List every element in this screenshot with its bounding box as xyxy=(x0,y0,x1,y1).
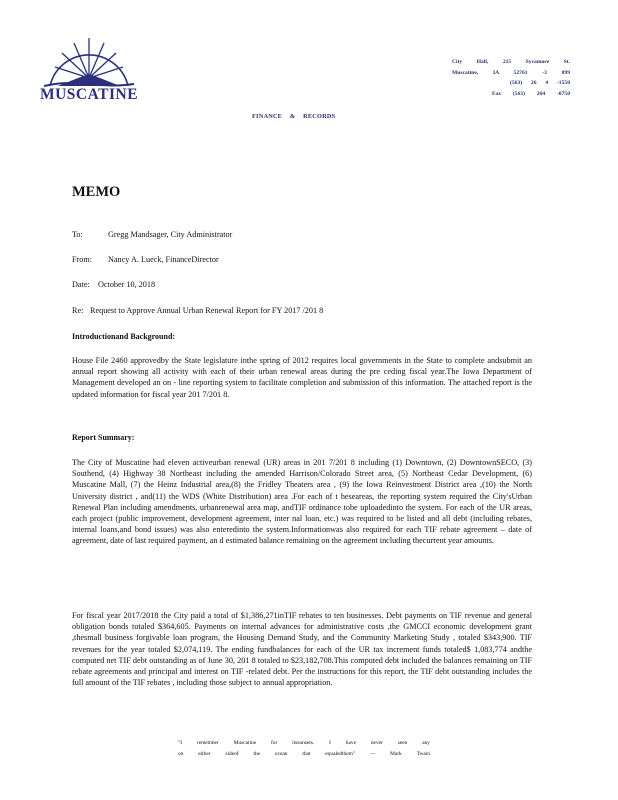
memo-subject xyxy=(72,306,323,315)
city-address xyxy=(452,57,570,99)
summary-paragraph-2: For fiscal year 2017/2018 the City paid a total of $1,386,271inTIF rebates to ten businesses. Debt payments on TIF revenue and general obligation bonds totaled $364,605. Payments on internal advances for administrative costs ,the GMCCI economic development grant ,thesmall business forgivable loan program, the Housing Demand Study, and the Community Marketing Study , totaled $343,900. TIF revenues for the year totaled $2,074,119. The ending fundbalances for each of the UR tax increment funds totaled$ 1,083,774 andthe computed net TIF debt outstanding as of June 30, 201 8 totaled to $23,182,708.This computed debt included the balances remaining on TIF rebate agreements and principal and interest on TIF -related debt. Per the instructions for this report, the TIF debt outstanding includes the full amount of the TIF rebates , including those subject to annual appropriation. xyxy=(72,611,532,688)
quote-line: "I remember Muscatine for itssunsets. I have never seen any xyxy=(178,740,430,746)
memo-from xyxy=(72,255,219,264)
re-value: Request to Approve Annual Urban Renewal Report for FY 2017 /201 8 xyxy=(90,306,324,315)
date-label: Date: xyxy=(72,280,90,289)
logo-wordmark: MUSCATINE xyxy=(39,86,139,103)
from-label: From: xyxy=(72,255,93,264)
sunrise-emblem-icon xyxy=(36,34,142,90)
footer-quote xyxy=(178,738,430,760)
intro-heading: Introductionand Background: xyxy=(72,332,176,341)
memo-date xyxy=(72,280,155,289)
memo-to xyxy=(72,230,232,239)
fax-line: Fax (563) 264 -0750 xyxy=(492,90,570,97)
to-value: Gregg Mandsager, City Administrator xyxy=(108,230,233,239)
to-label: To: xyxy=(72,230,83,239)
phone-line: (563) 26 4 -1550 xyxy=(510,80,570,86)
department-name: FINANCE & RECORDS xyxy=(252,113,336,120)
summary-paragraph-1: The City of Muscatine had eleven activeurban renewal (UR) areas in 201 7/201 8 including (1) Downtown, (2) DowntownSECO, (3) Southend, (4) Highway 38 Northeast including the amended Harrison/Colorado Street area, (5) Northeast Cedar Development, (6) Muscatine Mall, (7) the Heinz Industrial area,(8) the Fridley Theaters area , (9) the Iowa Reinvestment District area ,(10) the North University district , and(11) the WDS (White Distribution) area .For each of t heseareas, the reporting system required the City'sUrban Renewal Plan including amendments, urbanrenewal area map, andTIF ordinance tobe uploadedinto the system. For each of the UR areas, each project (public improvement, development agreement, inter nal loan, etc.) was required to be listed and all debt (including rebates, internal loans,and bond issues) was also enteredinto the system.Informationwas also required for each TIF rebate agreement – date of agreement, date of last required payment, an d estimated balance remaining on the agreement including thecurrent year amounts. xyxy=(72,458,532,546)
date-value: October 10, 2018 xyxy=(98,280,156,289)
address-line: City Hall, 215 Sycamore St. xyxy=(452,59,570,65)
summary-heading: Report Summary: xyxy=(72,433,135,442)
intro-paragraph: House File 2460 approvedby the State legislature inthe spring of 2012 requires local governments in the State to complete andsubmit an annual report showing all activity with each of their urban renewal areas during the pre ceding fiscal year.The Iowa Department of Management developed an on - line reporting system to facilitate completion and submission of this information. The attached report is the updated information for fiscal year 201 7/201 8. xyxy=(72,356,532,399)
quote-line: on either sideof the ocean that equaledthem" — Mark Twain xyxy=(178,751,430,757)
memo-title: MEMO xyxy=(72,184,121,200)
from-value: Nancy A. Lueck, FinanceDirector xyxy=(108,255,219,264)
address-line: Muscatine, IA 52761 -3 899 xyxy=(452,69,570,76)
re-label: Re: xyxy=(72,306,84,315)
muscatine-logo xyxy=(36,34,142,104)
